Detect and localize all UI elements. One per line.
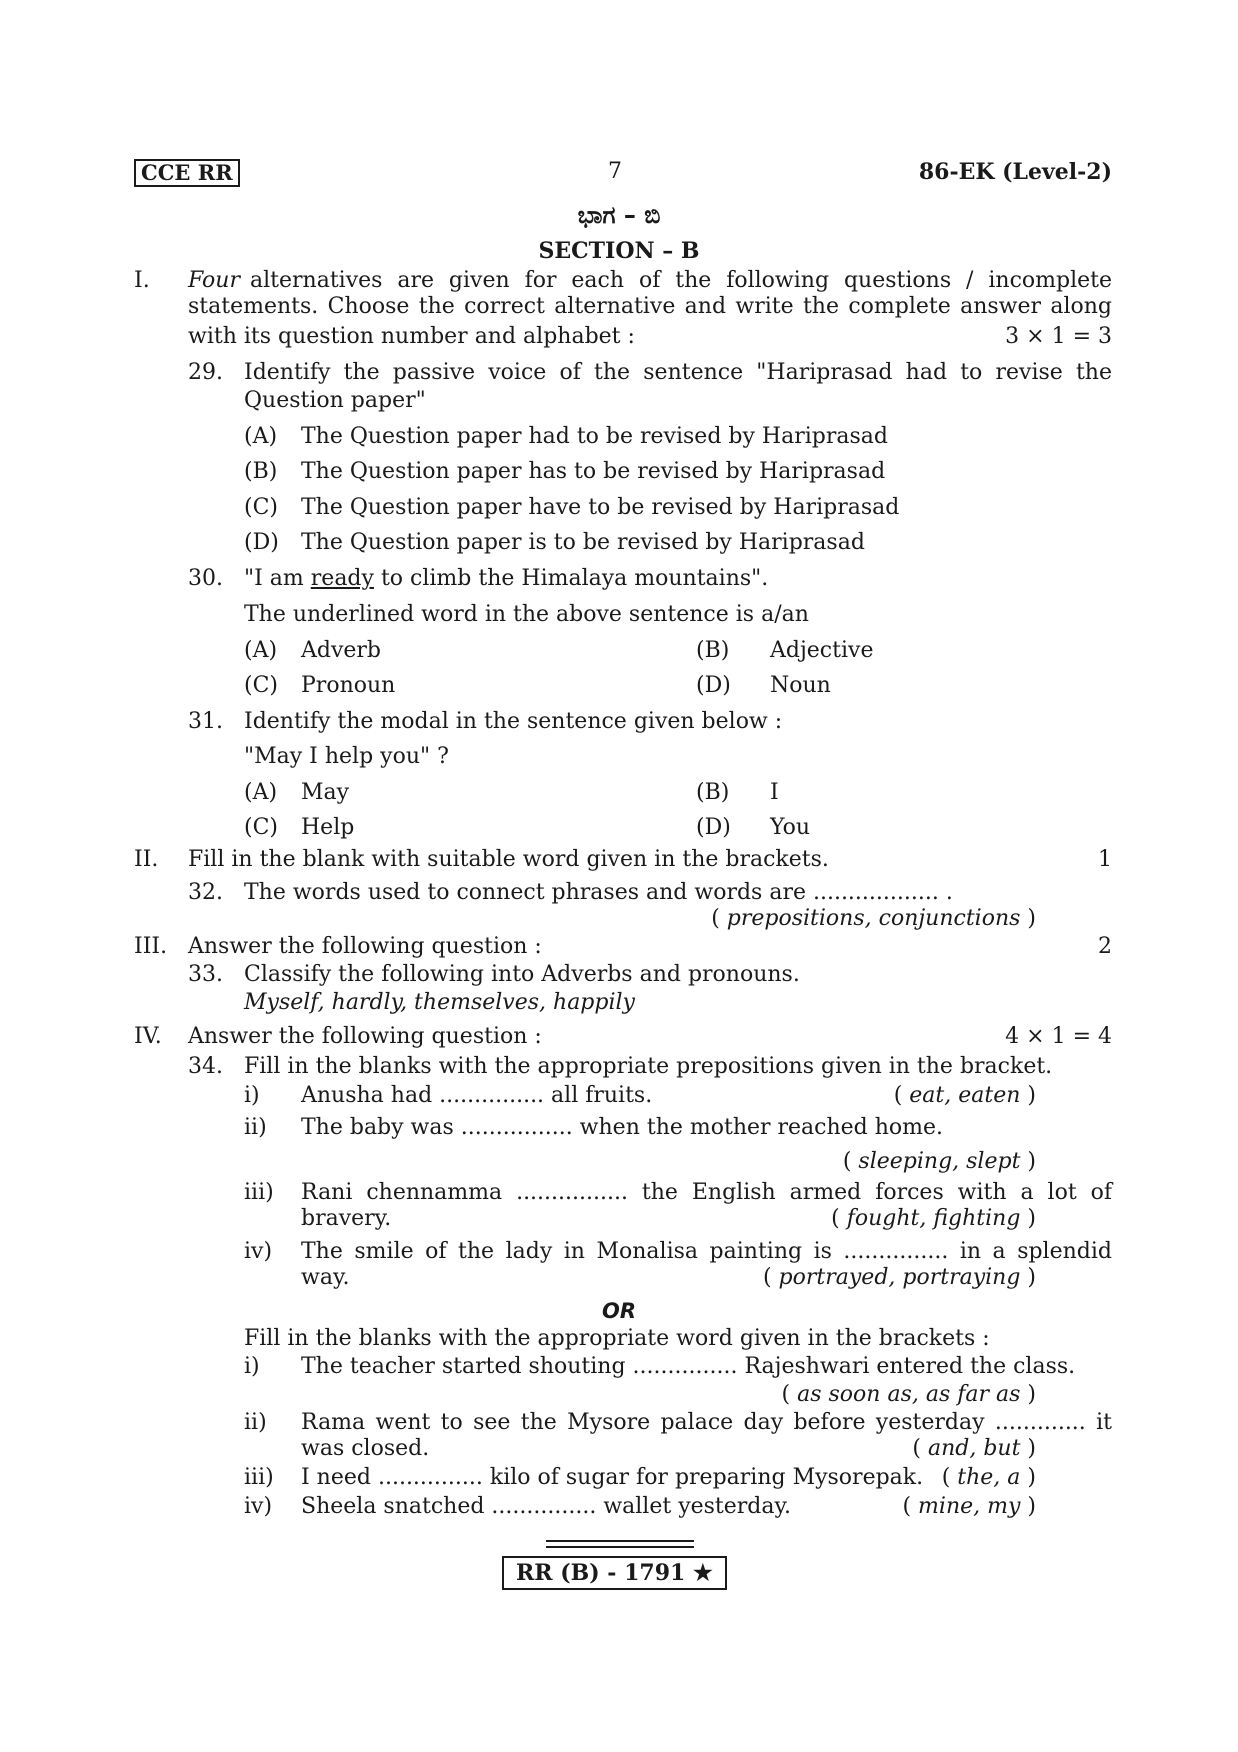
q32-text: The words used to connect phrases and words are .................. . <box>244 880 953 905</box>
q34-item-label: iii) <box>244 1180 274 1205</box>
page-number: 7 <box>608 159 622 184</box>
part-I-marks: 3 × 1 = 3 <box>1005 324 1112 349</box>
choice-words: the, a <box>957 1465 1021 1490</box>
q31-option-label: (A) <box>244 780 278 805</box>
part-III-number: III. <box>134 934 168 959</box>
q34-text: Fill in the blanks with the appropriate prepositions given in the bracket. <box>244 1054 1053 1079</box>
part-III-marks: 2 <box>1098 934 1112 959</box>
part-I-intro-line3: with its question number and alphabet : <box>188 324 635 349</box>
choice-words: mine, my <box>918 1494 1021 1519</box>
q31-number: 31. <box>188 709 223 734</box>
paper-code: 86-EK (Level-2) <box>918 159 1112 185</box>
choice-words: eat, eaten <box>909 1083 1021 1108</box>
q32-bracket-choices <box>711 906 1036 932</box>
q34-number: 34. <box>188 1054 223 1079</box>
q34-alt-item-label: i) <box>244 1354 260 1379</box>
q29-option-text: The Question paper has to be revised by Hariprasad <box>301 459 886 484</box>
q31-option-label: (B) <box>696 780 730 805</box>
q29-option-label: (B) <box>244 459 278 484</box>
q31-option-text: May <box>301 780 350 805</box>
q31-line2: "May I help you" ? <box>244 744 449 769</box>
q34-alt-item-text: Sheela snatched ............... wallet yesterday. <box>301 1494 792 1519</box>
q31-option-text: Help <box>301 815 355 840</box>
q30-underlined-word: ready <box>310 566 374 591</box>
q29-option-text: The Question paper had to be revised by Hariprasad <box>301 424 888 449</box>
bracket-close: ) <box>1020 906 1036 931</box>
q30-option-label: (B) <box>696 638 730 663</box>
q30-option-text: Adverb <box>301 638 382 663</box>
q32-number: 32. <box>188 880 223 905</box>
part-IV-text: Answer the following question : <box>188 1024 542 1049</box>
q34-item-choices: ( eat, eaten ) <box>893 1083 1036 1108</box>
q30-sentence <box>244 566 768 592</box>
part-II-marks: 1 <box>1098 847 1112 872</box>
q33-text: Classify the following into Adverbs and pronouns. <box>244 962 800 987</box>
footer-code-box: RR (B) - 1791 ★ <box>502 1556 727 1590</box>
q30-option-text: Noun <box>770 673 831 698</box>
q29-line1: Identify the passive voice of the sentence "Hariprasad had to revise the <box>244 360 1112 385</box>
part-IV-number: IV. <box>134 1024 162 1049</box>
q34-item-label: iv) <box>244 1239 273 1264</box>
choice-words: portrayed, portraying <box>778 1265 1021 1290</box>
q29-option-label: (C) <box>244 495 278 520</box>
q34-alt-item-choices: ( mine, my ) <box>902 1494 1036 1519</box>
q33-number: 33. <box>188 962 223 987</box>
q34-alt-item-text: Rama went to see the Mysore palace day before yesterday ............. it <box>301 1410 1112 1435</box>
part-I-intro-line2: statements. Choose the correct alternative and write the complete answer along <box>188 294 1112 319</box>
q34-item-text: The baby was ................ when the mother reached home. <box>301 1115 944 1140</box>
part-II-number: II. <box>134 847 159 872</box>
q29-option-text: The Question paper is to be revised by Hariprasad <box>301 530 865 555</box>
q34-item-choices: ( sleeping, slept ) <box>842 1149 1036 1174</box>
choice-words: and, but <box>927 1436 1021 1461</box>
part-I-number: I. <box>134 268 150 293</box>
q34-alt-item-text: The teacher started shouting ............... Rajeshwari entered the class. <box>301 1354 1076 1379</box>
q34-item-text: Anusha had ............... all fruits. <box>301 1083 653 1108</box>
q34-alt-item-label: iv) <box>244 1494 273 1519</box>
section-title: SECTION – B <box>538 238 700 264</box>
q30-pre: "I am <box>244 566 311 591</box>
q34-item-label: i) <box>244 1083 260 1108</box>
choice-words: as soon as, as far as <box>797 1382 1021 1407</box>
intro-italic-word: Four <box>188 268 240 293</box>
q34-item-choices: ( portrayed, portraying ) <box>762 1265 1036 1290</box>
q29-option-text: The Question paper have to be revised by Hariprasad <box>301 495 900 520</box>
q29-line2: Question paper" <box>244 388 426 413</box>
part-II-text: Fill in the blank with suitable word given in the brackets. <box>188 847 829 872</box>
q30-line2: The underlined word in the above sentence is a/an <box>244 602 809 627</box>
q31-option-label: (D) <box>696 815 731 840</box>
q30-number: 30. <box>188 566 223 591</box>
q31-option-text: I <box>770 780 779 805</box>
q34-alt-item-choices: ( as soon as, as far as ) <box>781 1382 1036 1407</box>
q29-number: 29. <box>188 360 223 385</box>
q34-alt-item-label: iii) <box>244 1465 274 1490</box>
q30-option-text: Pronoun <box>301 673 396 698</box>
q31-line1: Identify the modal in the sentence given below : <box>244 709 783 734</box>
q33-words: Myself, hardly, themselves, happily <box>244 990 635 1015</box>
q34-item-text: Rani chennamma ................ the English armed forces with a lot of <box>301 1180 1112 1205</box>
choice-words: prepositions, conjunctions <box>726 906 1021 931</box>
choice-words: sleeping, slept <box>858 1149 1021 1174</box>
q34-alt-item-label: ii) <box>244 1410 267 1435</box>
q34-alt-item-text: I need ............... kilo of sugar for preparing Mysorepak. <box>301 1465 924 1490</box>
q34-alt-text: Fill in the blanks with the appropriate word given in the brackets : <box>244 1326 990 1351</box>
q34-item-text-cont: way. <box>301 1265 350 1290</box>
q31-option-text: You <box>770 815 811 840</box>
q30-option-text: Adjective <box>770 638 874 663</box>
q34-item-text-cont: bravery. <box>301 1206 392 1231</box>
q29-option-label: (D) <box>244 530 279 555</box>
part-IV-marks: 4 × 1 = 4 <box>1005 1024 1112 1049</box>
footer-rule <box>546 1546 694 1548</box>
q34-alt-item-choices: ( and, but ) <box>912 1436 1036 1461</box>
q29-option-label: (A) <box>244 424 278 449</box>
q34-item-text: The smile of the lady in Monalisa painting is ............... in a splendid <box>301 1239 1112 1264</box>
q30-option-label: (D) <box>696 673 731 698</box>
choice-words: fought, fighting <box>846 1206 1021 1231</box>
q34-alt-item-choices: ( the, a ) <box>941 1465 1036 1490</box>
q30-option-label: (A) <box>244 638 278 663</box>
or-separator: OR <box>601 1299 637 1323</box>
header-code-box: CCE RR <box>134 159 240 187</box>
part-I-intro-line1 <box>188 268 1112 294</box>
section-kannada-title: ಭಾಗ – ಬಿ <box>577 201 661 229</box>
intro-line1-rest: alternatives are given for each of the following questions / incomplete <box>250 268 1112 293</box>
q30-post: to climb the Himalaya mountains". <box>373 566 769 591</box>
q34-item-label: ii) <box>244 1115 267 1140</box>
q34-item-choices: ( fought, fighting ) <box>831 1206 1036 1231</box>
bracket-open: ( <box>711 906 727 931</box>
q30-option-label: (C) <box>244 673 278 698</box>
footer-rule <box>546 1540 694 1542</box>
q31-option-label: (C) <box>244 815 278 840</box>
part-III-text: Answer the following question : <box>188 934 542 959</box>
q34-alt-item-text-cont: was closed. <box>301 1436 430 1461</box>
